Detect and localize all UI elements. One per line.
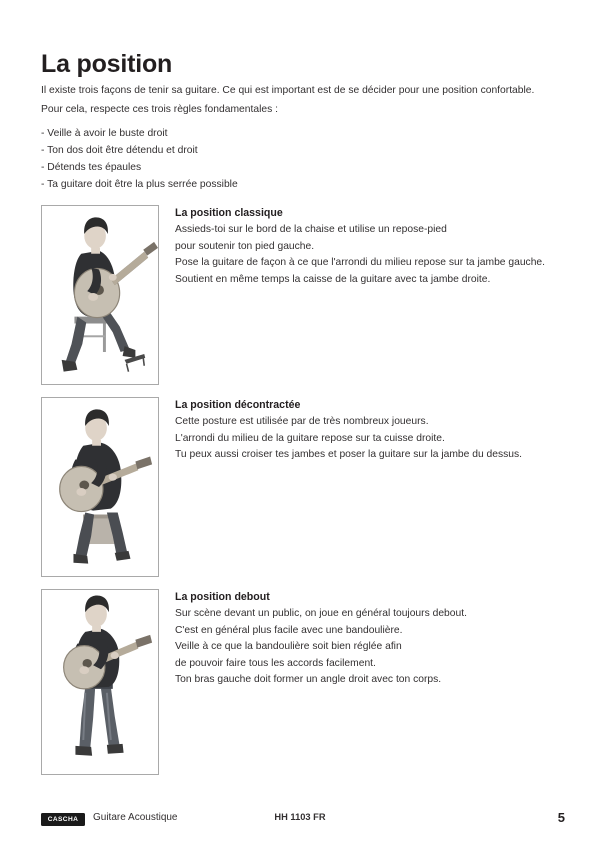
body-line: Pose la guitare de façon à ce que l'arrondi du milieu repose sur ta jambe gauche. xyxy=(175,257,546,268)
intro-line: Il existe trois façons de tenir sa guitare. Ce qui est important est de se décider pour une position confortable. xyxy=(41,85,535,96)
section-text-debout xyxy=(175,590,585,689)
photo-guitarist-standing xyxy=(42,590,158,774)
photo-frame-decontractee xyxy=(41,397,159,577)
footer-page-number: 5 xyxy=(557,810,565,825)
rule-item: - Ta guitare doit être la plus serrée possible xyxy=(41,179,238,190)
body-line: Sur scène devant un public, on joue en général toujours debout. xyxy=(175,608,467,619)
photo-guitarist-seated-classical xyxy=(42,206,158,384)
body-line: C'est en général plus facile avec une bandoulière. xyxy=(175,624,403,636)
body-line: de pouvoir faire tous les accords facilement. xyxy=(175,657,376,669)
body-line: L'arrondi du milieu de la guitare repose sur ta cuisse droite. xyxy=(175,432,445,444)
cascha-logo: CASCHA xyxy=(41,813,85,826)
section-text-classique xyxy=(175,206,585,288)
body-line: Veille à ce que la bandoulière soit bien réglée afin xyxy=(175,641,402,652)
footer-book-title: Guitare Acoustique xyxy=(93,812,178,823)
page-title: La position xyxy=(41,49,173,78)
footer-product-code: HH 1103 FR xyxy=(274,812,326,822)
photo-guitarist-seated-relaxed xyxy=(42,398,158,576)
section-body xyxy=(175,222,585,288)
section-body xyxy=(175,606,585,689)
rule-item: - Veille à avoir le buste droit xyxy=(41,128,168,139)
rule-item: - Ton dos doit être détendu et droit xyxy=(41,145,198,156)
body-line: Soutient en même temps la caisse de la guitare avec ta jambe droite. xyxy=(175,273,491,285)
section-heading: La position debout xyxy=(175,591,270,603)
body-line: Assieds-toi sur le bord de la chaise et utilise un repose-pied xyxy=(175,224,447,235)
rules-list xyxy=(41,125,441,193)
body-line: pour soutenir ton pied gauche. xyxy=(175,240,315,252)
body-line: Cette posture est utilisée par de très nombreux joueurs. xyxy=(175,416,429,427)
body-line: Tu peux aussi croiser tes jambes et poser la guitare sur la jambe du dessus. xyxy=(175,449,523,460)
section-text-decontractee xyxy=(175,398,585,464)
section-body xyxy=(175,414,585,464)
rule-item: - Détends tes épaules xyxy=(41,162,142,173)
photo-frame-debout xyxy=(41,589,159,775)
body-line: Ton bras gauche doit former un angle droit avec ton corps. xyxy=(175,674,442,685)
intro-paragraph xyxy=(41,82,561,119)
section-heading: La position décontractée xyxy=(175,399,301,411)
page-footer xyxy=(0,810,600,834)
section-heading: La position classique xyxy=(175,207,283,219)
photo-frame-classique xyxy=(41,205,159,385)
intro-line: Pour cela, respecte ces trois règles fondamentales : xyxy=(41,103,278,115)
